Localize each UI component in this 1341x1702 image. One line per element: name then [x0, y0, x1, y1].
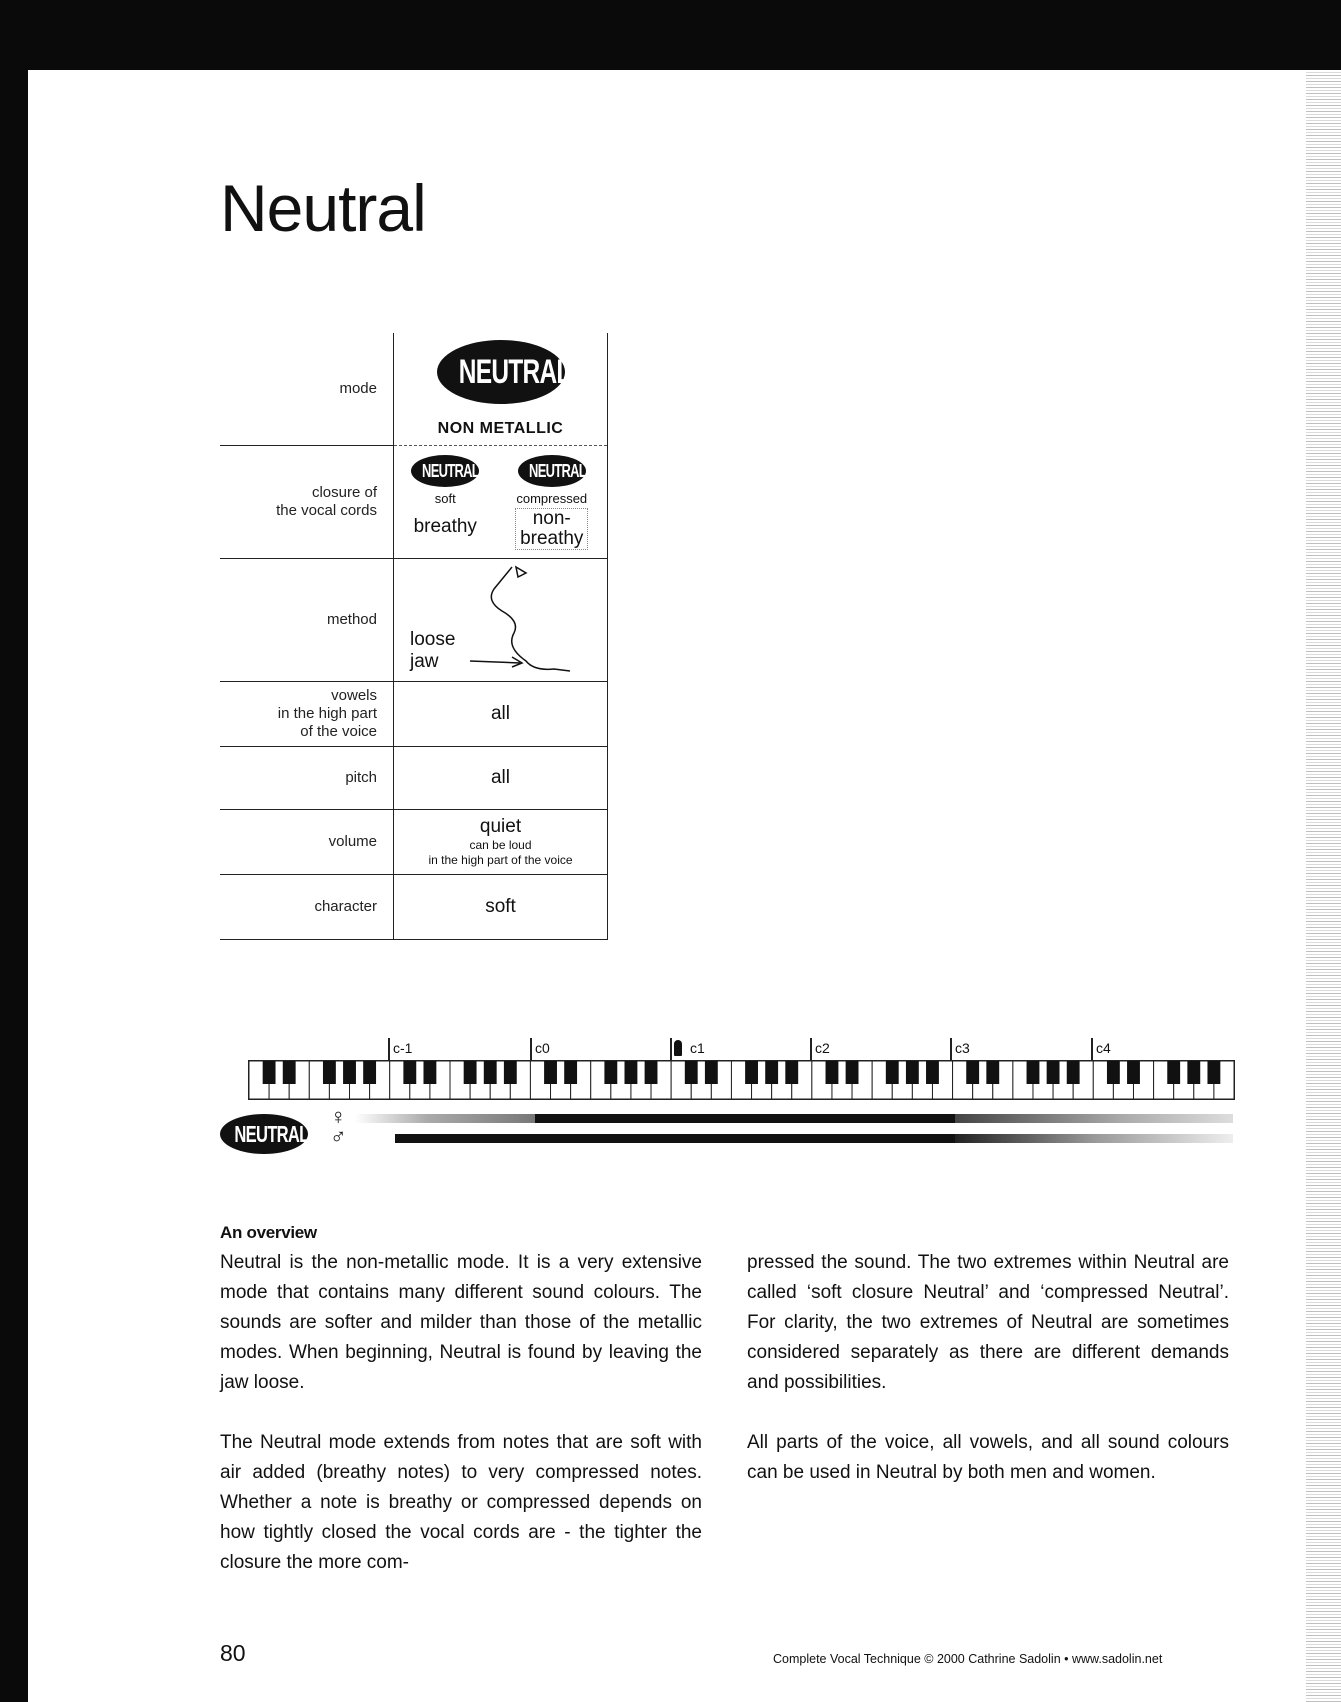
neutral-range-pill: NEUTRAL: [220, 1114, 308, 1154]
overview-paragraph: pressed the sound. The two extremes within Neutral are called ‘soft closure Neutral’ and ‘compressed Neutral’. For clarity, the two extremes of Neutral are sometimes considered separately as there are different demands and possibilities.: [747, 1252, 1229, 1393]
page-footer: Complete Vocal Technique © 2000 Cathrine Sadolin • www.sadolin.net: [773, 1652, 1163, 1666]
black-key: [785, 1061, 798, 1084]
row-label-character: character: [220, 875, 394, 940]
black-key: [826, 1061, 839, 1084]
black-key: [765, 1061, 778, 1084]
black-key: [625, 1061, 638, 1084]
black-key: [504, 1061, 517, 1084]
black-key: [484, 1061, 497, 1084]
row-label-pitch: pitch: [220, 747, 394, 810]
black-key: [403, 1061, 416, 1084]
overview-heading: An overview: [220, 1223, 317, 1242]
black-key: [464, 1061, 477, 1084]
left-black-bar: [0, 0, 28, 1702]
female-range-bar: [535, 1114, 955, 1123]
black-key: [745, 1061, 758, 1084]
black-key: [1107, 1061, 1120, 1084]
black-key: [906, 1061, 919, 1084]
black-key: [685, 1061, 698, 1084]
vowels-value: all: [394, 682, 608, 747]
right-scan-edge: [1306, 70, 1341, 1702]
piano-keyboard: [248, 1060, 1235, 1100]
male-icon: ♂: [330, 1124, 347, 1149]
black-key: [1027, 1061, 1040, 1084]
neutral-soft-pill: NEUTRAL: [411, 455, 479, 487]
top-black-bar: [0, 0, 1341, 70]
octave-label: c1: [690, 1040, 705, 1056]
non-breathy-label: non- breathy: [515, 508, 588, 550]
octave-label: c3: [955, 1040, 970, 1056]
black-key: [1207, 1061, 1220, 1084]
black-key: [1067, 1061, 1080, 1084]
black-key: [263, 1061, 276, 1084]
black-key: [1047, 1061, 1060, 1084]
octave-label: c2: [815, 1040, 830, 1056]
page-title: Neutral: [220, 171, 426, 245]
character-value: soft: [394, 875, 608, 940]
black-key: [705, 1061, 718, 1084]
row-label-vowels: vowels in the high part of the voice: [220, 682, 394, 747]
octave-label: c-1: [393, 1040, 413, 1056]
page-number: 80: [220, 1640, 246, 1666]
breathy-label: breathy: [413, 515, 477, 537]
method-cell: [394, 559, 608, 682]
keyhole-icon: [674, 1040, 682, 1056]
compressed-label: compressed: [516, 490, 588, 506]
octave-label: c4: [1096, 1040, 1111, 1056]
row-label-mode: mode: [220, 333, 394, 446]
black-key: [283, 1061, 296, 1084]
black-key: [423, 1061, 436, 1084]
black-key: [1127, 1061, 1140, 1084]
neutral-mode-pill: NEUTRAL: [437, 340, 565, 404]
black-key: [926, 1061, 939, 1084]
volume-note-2: in the high part of the voice: [428, 853, 573, 867]
octave-label: c0: [535, 1040, 550, 1056]
overview-column-1: [220, 1248, 702, 1608]
black-key: [846, 1061, 859, 1084]
black-key: [544, 1061, 557, 1084]
eye-icon: [516, 567, 526, 577]
loose-jaw-text: loose jaw: [410, 629, 456, 672]
mode-caption: NON METALLIC: [437, 420, 564, 437]
black-key: [363, 1061, 376, 1084]
female-range-fade-high: [955, 1114, 1233, 1123]
female-range-fade-low: [355, 1114, 535, 1123]
arrow-right-icon: [470, 661, 520, 663]
black-key: [323, 1061, 336, 1084]
black-key: [886, 1061, 899, 1084]
male-range-bar: [395, 1134, 955, 1143]
mode-table: [220, 333, 608, 940]
black-key: [604, 1061, 617, 1084]
black-key: [1167, 1061, 1180, 1084]
row-label-closure: closure of the vocal cords: [220, 446, 394, 559]
black-key: [343, 1061, 356, 1084]
black-key: [564, 1061, 577, 1084]
neutral-compressed-pill: NEUTRAL: [518, 455, 586, 487]
volume-note-1: can be loud: [469, 838, 532, 852]
overview-paragraph: Neutral is the non-metallic mode. It is a very extensive mode that contains many different sound colours. The sounds are softer and milder than those of the metallic modes. When beginning, Neutral is found by leaving the jaw loose.: [220, 1252, 702, 1393]
closure-cell: [394, 446, 608, 559]
male-range-fade-high: [955, 1134, 1233, 1143]
row-label-volume: volume: [220, 810, 394, 875]
black-key: [645, 1061, 658, 1084]
row-label-method: method: [220, 559, 394, 682]
pitch-value: all: [394, 747, 608, 810]
volume-value: quiet: [479, 816, 522, 837]
volume-cell: [394, 810, 608, 875]
female-icon: ♀: [330, 1104, 347, 1129]
face-profile-drawing: [394, 559, 607, 681]
mode-cell: [394, 333, 608, 446]
black-key: [966, 1061, 979, 1084]
black-key: [1187, 1061, 1200, 1084]
overview-paragraph: All parts of the voice, all vowels, and all sound colours can be used in Neutral by both men and women.: [747, 1432, 1229, 1483]
overview-paragraph: The Neutral mode extends from notes that are soft with air added (breathy notes) to very compressed notes. Whether a note is breathy or compressed depends on how tightly closed the vocal cords are - the tighter the closure the more com-: [220, 1432, 702, 1573]
black-key: [986, 1061, 999, 1084]
overview-column-2: [747, 1248, 1229, 1518]
soft-label: soft: [434, 490, 456, 506]
